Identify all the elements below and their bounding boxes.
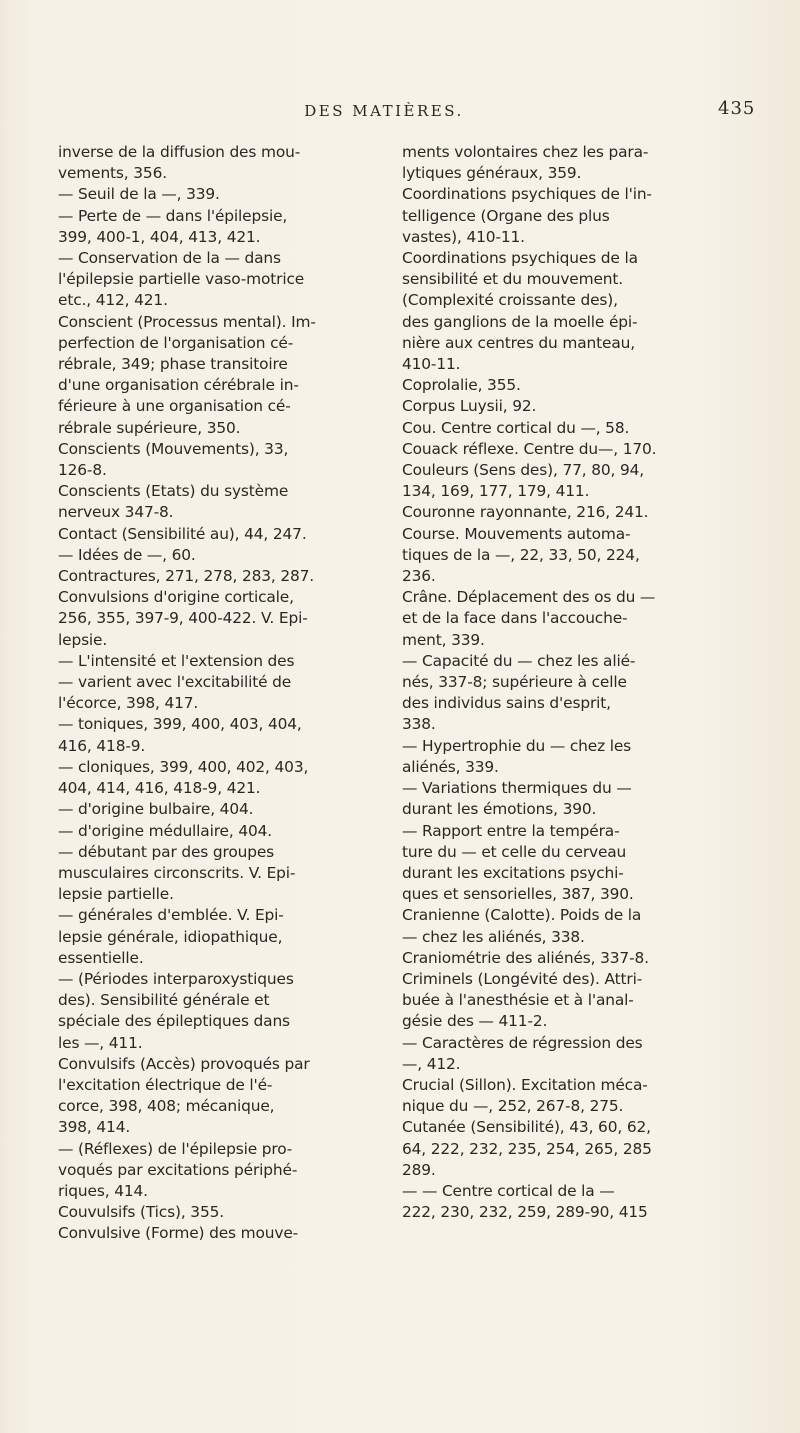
index-line: rébrale, 349; phase transitoire — [58, 355, 288, 374]
index-line: Conscients (Mouvements), 33, — [58, 439, 289, 458]
page-header — [0, 88, 800, 128]
index-line: inverse de la diffusion des mou- — [58, 143, 301, 161]
index-line: 134, 169, 177, 179, 411. — [402, 482, 590, 501]
index-column-left — [58, 142, 370, 1245]
index-line: — Hypertrophie du — chez les — [402, 736, 632, 755]
index-line: férieure à une organisation cé- — [58, 397, 291, 416]
index-line: — d'origine bulbaire, 404. — [58, 800, 254, 819]
index-line: Coprolalie, 355. — [402, 376, 521, 395]
index-line: Conscient (Processus mental). Im- — [58, 312, 316, 331]
index-line: vements, 356. — [58, 164, 167, 183]
index-line: Crâne. Déplacement des os du — — [402, 588, 656, 607]
index-line: Convulsive (Forme) des mouve- — [58, 1224, 299, 1243]
index-line: (Complexité croissante des), — [402, 291, 618, 310]
index-line: essentielle. — [58, 948, 144, 967]
index-line: tiques de la —, 22, 33, 50, 224, — [402, 545, 640, 564]
index-line: — (Réflexes) de l'épilepsie pro- — [58, 1139, 293, 1158]
index-line: Convulsions d'origine corticale, — [58, 588, 294, 607]
index-line: nés, 337-8; supérieure à celle — [402, 673, 627, 692]
index-line: sensibilité et du mouvement. — [402, 270, 624, 289]
index-line: — cloniques, 399, 400, 402, 403, — [58, 757, 309, 776]
index-line: 126-8. — [58, 461, 107, 480]
index-line: — Conservation de la — dans — [58, 249, 281, 268]
index-line: — Variations thermiques du — — [402, 779, 632, 798]
index-line: 222, 230, 232, 259, 289-90, 415 — [402, 1203, 648, 1222]
index-line: voqués par excitations périphé- — [58, 1160, 298, 1179]
index-line: 398, 414. — [58, 1118, 131, 1137]
index-line: — Caractères de régression des — [402, 1033, 643, 1052]
index-line: etc., 412, 421. — [58, 291, 168, 310]
index-line: durant les émotions, 390. — [402, 800, 597, 819]
index-line: buée à l'anesthésie et à l'anal- — [402, 991, 634, 1010]
index-line: Craniométrie des aliénés, 337-8. — [402, 948, 649, 967]
index-line: — (Périodes interparoxystiques — [58, 969, 294, 988]
index-line: Convulsifs (Accès) provoqués par — [58, 1054, 310, 1073]
index-line: — chez les aliénés, 338. — [402, 927, 585, 946]
index-line: nerveux 347-8. — [58, 503, 174, 522]
index-line: Cou. Centre cortical du —, 58. — [402, 418, 630, 437]
index-line: des). Sensibilité générale et — [58, 991, 270, 1010]
index-line: spéciale des épileptiques dans — [58, 1012, 290, 1031]
index-line: — Perte de — dans l'épilepsie, — [58, 206, 288, 225]
running-head: DES MATIÈRES. — [304, 102, 464, 120]
index-line: 236. — [402, 567, 436, 586]
index-line: 289. — [402, 1160, 436, 1179]
index-line: — Idées de —, 60. — [58, 545, 196, 564]
index-line: l'excitation électrique de l'é- — [58, 1075, 273, 1094]
index-line: l'écorce, 398, 417. — [58, 694, 199, 713]
index-line: lepsie générale, idiopathique, — [58, 927, 283, 946]
index-line: vastes), 410-11. — [402, 227, 525, 246]
index-line: —, 412. — [402, 1054, 461, 1073]
index-line: — Rapport entre la tempéra- — [402, 821, 620, 840]
index-line: Contact (Sensibilité au), 44, 247. — [58, 524, 307, 543]
index-line: Contractures, 271, 278, 283, 287. — [58, 567, 315, 586]
index-line: rébrale supérieure, 350. — [58, 418, 241, 437]
index-line: 404, 414, 416, 418-9, 421. — [58, 779, 261, 798]
index-line: Course. Mouvements automa- — [402, 524, 631, 543]
page-number: 435 — [718, 98, 756, 119]
index-line: nière aux centres du manteau, — [402, 333, 635, 352]
index-line: — — Centre cortical de la — — [402, 1181, 615, 1200]
index-line: musculaires circonscrits. V. Epi- — [58, 863, 296, 882]
index-line: gésie des — 411-2. — [402, 1012, 548, 1031]
index-line: l'épilepsie partielle vaso-motrice — [58, 270, 305, 289]
index-line: 64, 222, 232, 235, 254, 265, 285 — [402, 1139, 652, 1158]
index-line: ture du — et celle du cerveau — [402, 842, 627, 861]
index-line: des ganglions de la moelle épi- — [402, 312, 638, 331]
index-line: perfection de l'organisation cé- — [58, 333, 294, 352]
index-line: Criminels (Longévité des). Attri- — [402, 969, 643, 988]
index-line: Corpus Luysii, 92. — [402, 397, 537, 416]
index-line: riques, 414. — [58, 1181, 148, 1200]
index-line: — débutant par des groupes — [58, 842, 275, 861]
index-line: nique du —, 252, 267-8, 275. — [402, 1097, 624, 1116]
index-line: Cutanée (Sensibilité), 43, 60, 62, — [402, 1118, 651, 1137]
index-line: 338. — [402, 715, 436, 734]
index-line: aliénés, 339. — [402, 757, 499, 776]
index-line: ments volontaires chez les para- — [402, 143, 649, 161]
index-line: — Seuil de la —, 339. — [58, 185, 220, 204]
index-line: 256, 355, 397-9, 400-422. V. Epi- — [58, 609, 308, 628]
index-line: Couronne rayonnante, 216, 241. — [402, 503, 649, 522]
index-line: lepsie. — [58, 630, 108, 649]
index-line: Couack réflexe. Centre du—, 170. — [402, 439, 657, 458]
index-line: et de la face dans l'accouche- — [402, 609, 628, 628]
index-line: durant les excitations psychi- — [402, 863, 624, 882]
index-line: 399, 400-1, 404, 413, 421. — [58, 227, 261, 246]
index-line: Cranienne (Calotte). Poids de la — [402, 906, 642, 925]
index-line: Coordinations psychiques de l'in- — [402, 185, 652, 204]
index-line: corce, 398, 408; mécanique, — [58, 1097, 275, 1116]
index-line: des individus sains d'esprit, — [402, 694, 611, 713]
index-line: les —, 411. — [58, 1033, 143, 1052]
index-line: Crucial (Sillon). Excitation méca- — [402, 1075, 648, 1094]
index-column-right — [402, 142, 720, 1223]
index-line: — toniques, 399, 400, 403, 404, — [58, 715, 302, 734]
index-line: telligence (Organe des plus — [402, 206, 610, 225]
index-line: lytiques généraux, 359. — [402, 164, 582, 183]
index-line: — d'origine médullaire, 404. — [58, 821, 273, 840]
index-line: — varient avec l'excitabilité de — [58, 673, 292, 692]
index-line: lepsie partielle. — [58, 885, 174, 904]
index-line: — Capacité du — chez les alié- — [402, 651, 636, 670]
index-line: Couvulsifs (Tics), 355. — [58, 1203, 224, 1222]
index-line: ment, 339. — [402, 630, 485, 649]
index-line: d'une organisation cérébrale in- — [58, 376, 299, 395]
index-line: Coordinations psychiques de la — [402, 249, 638, 268]
index-line: Conscients (Etats) du système — [58, 482, 289, 501]
index-line: — générales d'emblée. V. Epi- — [58, 906, 284, 925]
index-line: — L'intensité et l'extension des — [58, 651, 295, 670]
index-line: 416, 418-9. — [58, 736, 146, 755]
index-line: 410-11. — [402, 355, 461, 374]
index-line: Couleurs (Sens des), 77, 80, 94, — [402, 461, 645, 480]
index-line: ques et sensorielles, 387, 390. — [402, 885, 634, 904]
